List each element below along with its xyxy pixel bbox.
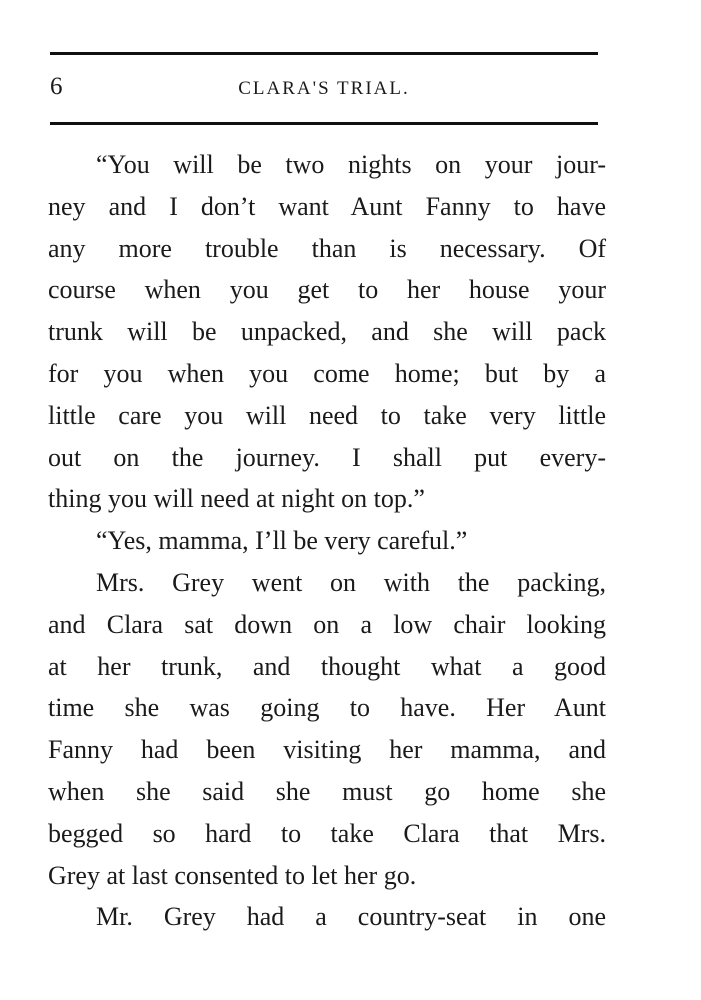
text-line: out on the journey. I shall put every- bbox=[48, 442, 606, 472]
text-line: and Clara sat down on a low chair looking bbox=[48, 609, 606, 639]
text-line: little care you will need to take very little bbox=[48, 400, 606, 430]
text-line: “You will be two nights on your jour- bbox=[96, 150, 606, 179]
text-line: Fanny had been visiting her mamma, and bbox=[48, 735, 606, 765]
text-line: Mrs. Grey went on with the packing, bbox=[96, 567, 606, 597]
text-line: at her trunk, and thought what a good bbox=[48, 651, 606, 681]
running-header bbox=[50, 68, 598, 108]
text-line: for you when you come home; but by a bbox=[48, 358, 606, 388]
text-line: when she said she must go home she bbox=[48, 776, 606, 806]
running-title: CLARA'S TRIAL. bbox=[238, 78, 410, 99]
header-bottom-rule bbox=[50, 122, 598, 125]
text-line: Mr. Grey had a country-seat in one bbox=[96, 902, 606, 932]
body-text bbox=[48, 144, 606, 938]
text-line: time she was going to have. Her Aunt bbox=[48, 693, 606, 723]
text-line: Grey at last consented to let her go. bbox=[48, 860, 417, 890]
text-line: “Yes, mamma, I’ll be very careful.” bbox=[96, 526, 468, 556]
text-line: course when you get to her house your bbox=[48, 275, 606, 305]
text-line: thing you will need at night on top.” bbox=[48, 484, 425, 514]
text-line: begged so hard to take Clara that Mrs. bbox=[48, 818, 606, 848]
text-line: ney and I don’t want Aunt Fanny to have bbox=[48, 191, 606, 221]
header-top-rule bbox=[50, 52, 598, 55]
text-line: any more trouble than is necessary. Of bbox=[48, 233, 606, 263]
text-line: trunk will be unpacked, and she will pack bbox=[48, 317, 606, 347]
page-number: 6 bbox=[50, 73, 63, 100]
